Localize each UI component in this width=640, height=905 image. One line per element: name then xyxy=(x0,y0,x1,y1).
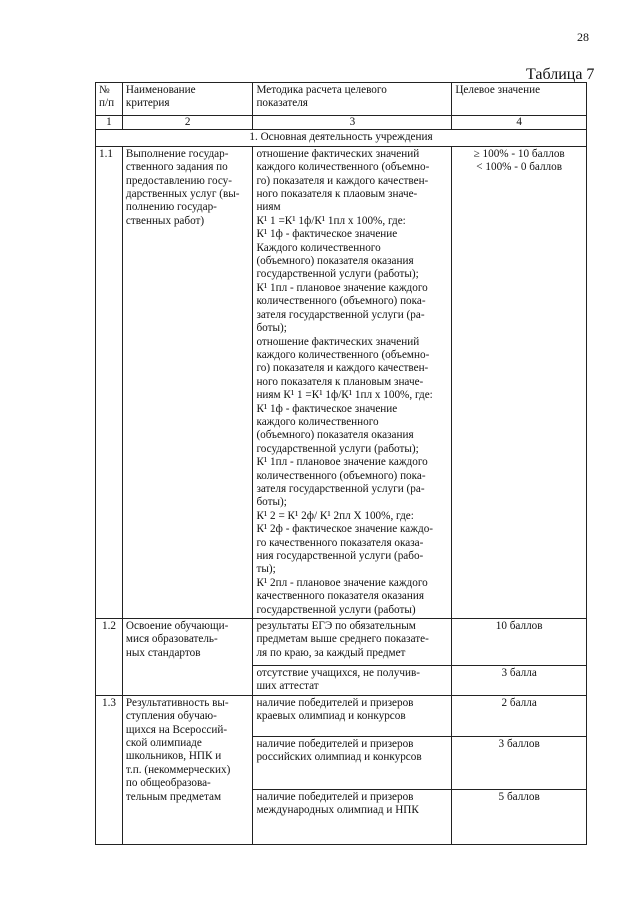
row-target: ≥ 100% - 10 баллов < 100% - 0 баллов xyxy=(452,146,587,618)
row-method: отношение фактических значений каждого количественного (объемно- го) показателя и каждого качествен- ного показателя к плаовым значе- ниям К¹ 1 =К¹ 1ф/К¹ 1пл х 100%, где: К¹ 1ф - фактическое значение Каждого количественного (объемного) показателя оказания государственной услуги (работы); К¹ 1пл - плановое значение каждого количественного (объемного) пока- зателя государственной услуги (ра- боты); отношение фактических значений каждого количественного (объемно- го) показателя и каждого качествен- ного показателя к плановым значе- ниям К¹ 1 =К¹ 1ф/К¹ 1пл х 100%, где: К¹ 1ф - фактическое значение каждого количественного (объемного) показателя оказания государственной услуги (работы); К¹ 1пл - плановое значение каждого количественного (объемного) пока- зателя государственной услуги (ра- боты); К¹ 2 = К¹ 2ф/ К¹ 2пл Х 100%, где: К¹ 2ф - фактическое значение каждо- го качественного показателя оказа- ния государственной услуги (рабо- ты); К¹ 2пл - плановое значение каждого качественного показателя оказания государственной услуги (работы) xyxy=(253,146,452,618)
row-target: 3 балла xyxy=(452,666,587,696)
row-method: наличие победителей и призеров российских олимпиад и конкурсов xyxy=(253,736,452,789)
section-title: 1. Основная деятельность учреждения xyxy=(96,130,587,146)
column-number: 3 xyxy=(253,116,452,130)
row-criterion: Выполнение государ- ственного задания по предоставлению госу- дарственных услуг (вы- полнению государ- ственных работ) xyxy=(122,146,253,618)
row-target: 3 баллов xyxy=(452,736,587,789)
header-number: № п/п xyxy=(96,83,123,116)
column-numbers-row xyxy=(96,116,587,130)
row-method: отсутствие учащихся, не получив- ших аттестат xyxy=(253,666,452,696)
row-target: 10 баллов xyxy=(452,619,587,666)
table-title: Таблица 7 xyxy=(526,66,595,83)
criteria-table xyxy=(95,82,587,845)
row-criterion: Освоение обучающи- мися образователь- ных стандартов xyxy=(122,619,253,696)
page-number: 28 xyxy=(577,30,589,44)
column-number: 2 xyxy=(122,116,253,130)
section-row xyxy=(96,130,587,146)
table-row xyxy=(96,695,587,736)
column-number: 4 xyxy=(452,116,587,130)
header-criterion: Наименование критерия xyxy=(122,83,253,116)
row-number: 1.2 xyxy=(96,619,123,696)
header-row xyxy=(96,83,587,116)
row-number: 1.1 xyxy=(96,146,123,618)
row-number: 1.3 xyxy=(96,695,123,844)
header-target: Целевое значение xyxy=(452,83,587,116)
row-method: наличие победителей и призеров международных олимпиад и НПК xyxy=(253,789,452,844)
row-method: наличие победителей и призеров краевых олимпиад и конкурсов xyxy=(253,695,452,736)
column-number: 1 xyxy=(96,116,123,130)
row-criterion: Результативность вы- ступления обучаю- щихся на Всероссий- ской олимпиаде школьников, НПК и т.п. (некоммерческих) по общеобразова- тельным предметам xyxy=(122,695,253,844)
row-target: 2 балла xyxy=(452,695,587,736)
row-method: результаты ЕГЭ по обязательным предметам выше среднего показате- ля по краю, за каждый предмет xyxy=(253,619,452,666)
table-row xyxy=(96,619,587,666)
row-target: 5 баллов xyxy=(452,789,587,844)
table-row xyxy=(96,146,587,618)
header-method: Методика расчета целевого показателя xyxy=(253,83,452,116)
